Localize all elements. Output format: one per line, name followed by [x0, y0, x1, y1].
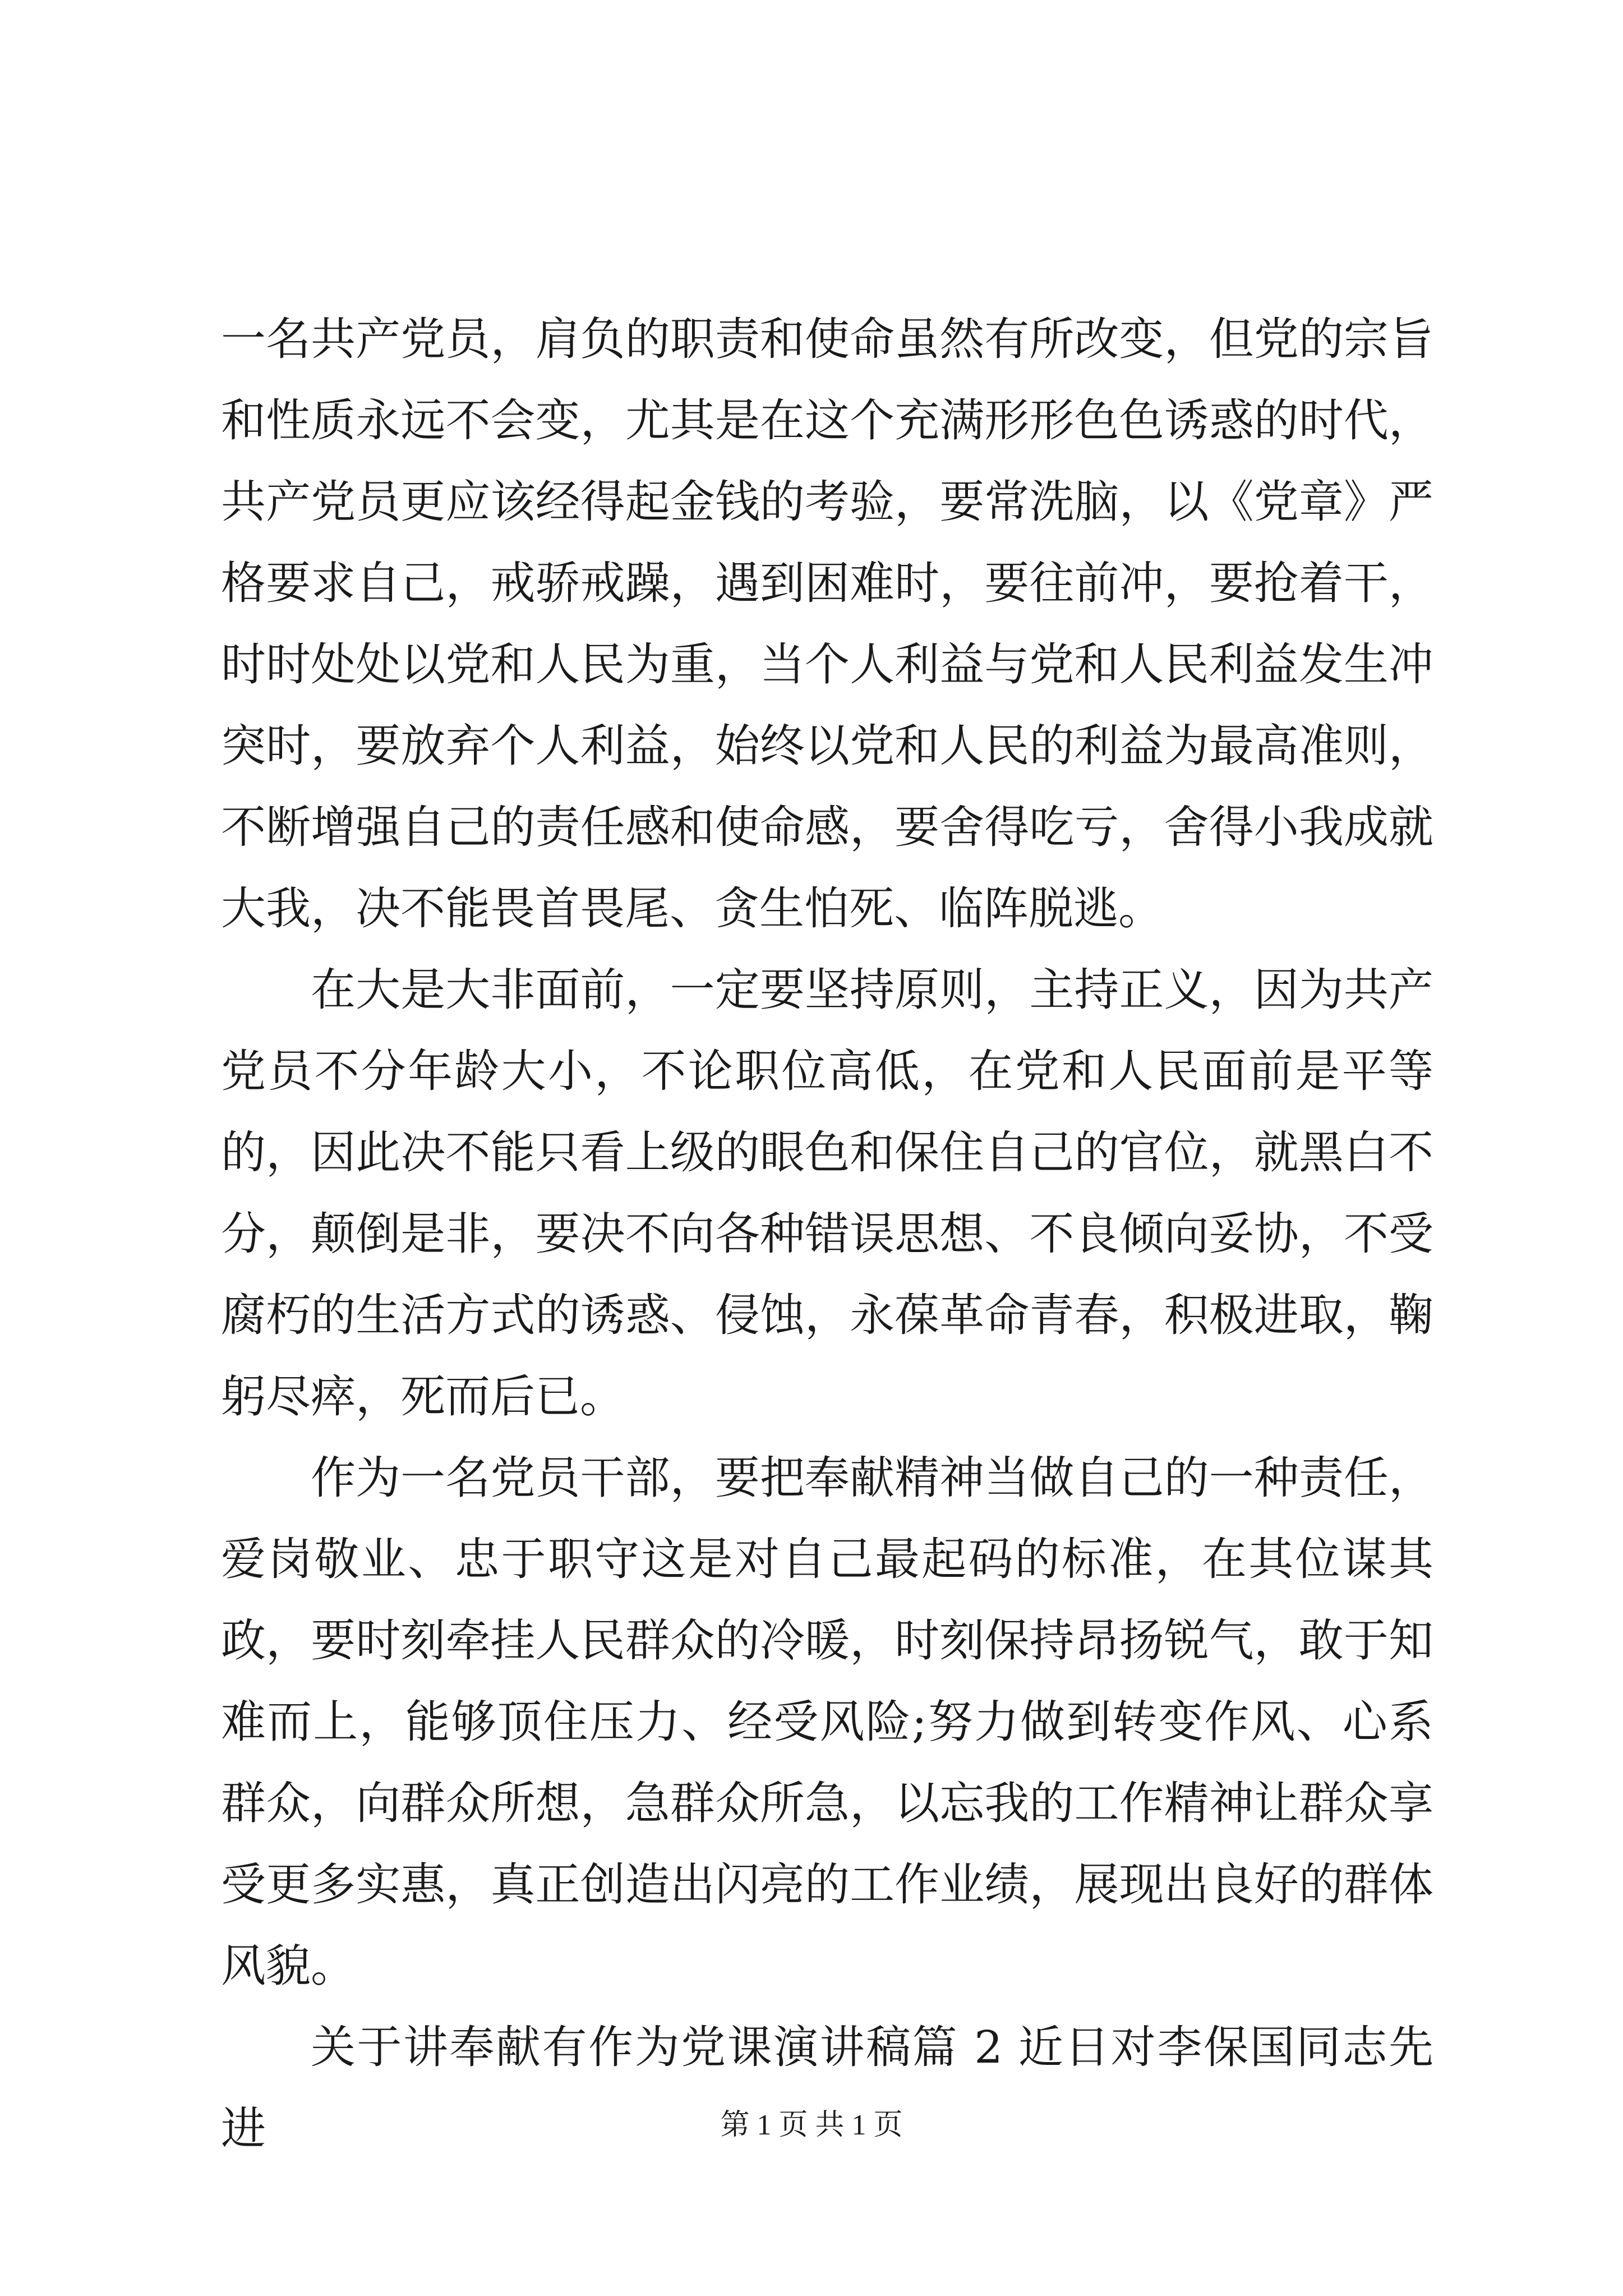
page-number-label: 第 1 页 共 1 页 — [720, 2109, 903, 2141]
paragraph-1: 一名共产党员，肩负的职责和使命虽然有所改变，但党的宗旨和性质永远不会变，尤其是在这个充满形形色色诱惑的时代，共产党员更应该经得起金钱的考验，要常洗脑，以《党章》严格要求自己，戒骄戒躁，遇到困难时，要往前冲，要抢着干，时时处处以党和人民为重，当个人利益与党和人民利益发生冲突时，要放弃个人利益，始终以党和人民的利益为最高准则，不断增强自己的责任感和使命感，要舍得吃亏，舍得小我成就大我，决不能畏首畏尾、贪生怕死、临阵脱逃。 — [221, 313, 1433, 935]
paragraph-3: 作为一名党员干部，要把奉献精神当做自己的一种责任，爱岗敬业、忠于职守这是对自己最起码的标准，在其位谋其政，要时刻牵挂人民群众的冷暖，时刻保持昂扬锐气，敢于知难而上，能够顶住压力、经受风险;努力做到转变作风、心系群众，向群众所想，急群众所急，以忘我的工作精神让群众享受更多实惠，真正创造出闪亮的工作业绩，展现出良好的群体风貌。 — [221, 1452, 1433, 1992]
paragraph-2: 在大是大非面前，一定要坚持原则，主持正义，因为共产党员不分年龄大小，不论职位高低，在党和人民面前是平等的，因此决不能只看上级的眼色和保住自己的官位，就黑白不分，颠倒是非，要决不向各种错误思想、不良倾向妥协，不受腐朽的生活方式的诱惑、侵蚀，永葆革命青春，积极进取，鞠躬尽瘁，死而后已。 — [221, 964, 1433, 1423]
document-body — [221, 298, 1433, 2169]
page-footer — [0, 2106, 1623, 2145]
paragraph-4: 关于讲奉献有作为党课演讲稿篇 2 近日对李保国同志先进 — [221, 2021, 1433, 2155]
